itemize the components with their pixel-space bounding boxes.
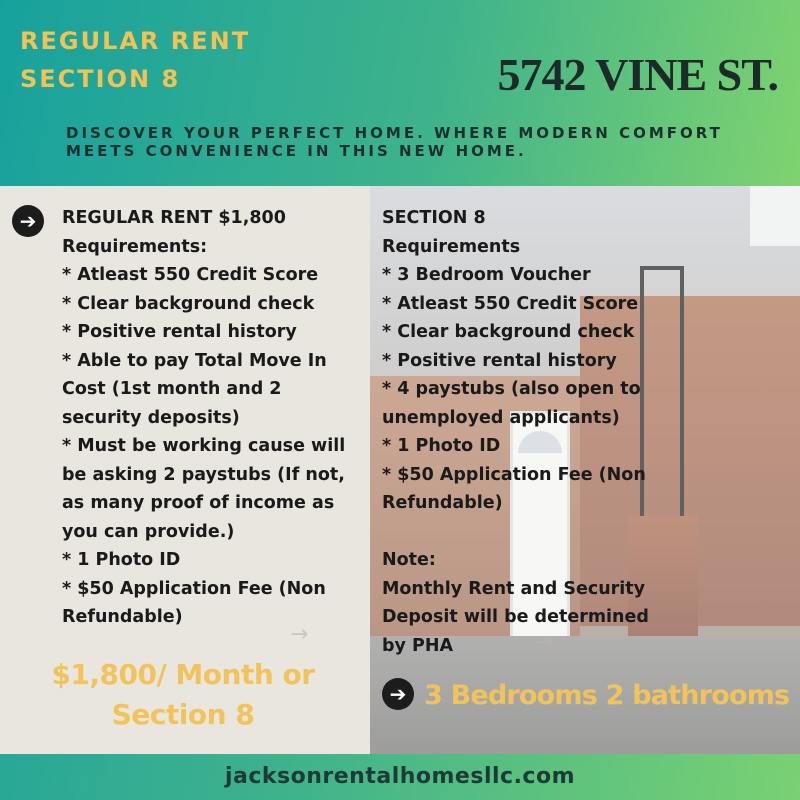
list-item: * Atleast 550 Credit Score xyxy=(62,265,319,285)
decorative-arrow-icon: → xyxy=(535,630,554,655)
list-item: * Positive rental history xyxy=(382,350,617,371)
list-item: * 3 Bedroom Voucher xyxy=(382,265,591,285)
requirements-label: Requirements: xyxy=(62,236,208,257)
decorative-arrow-icon: → xyxy=(290,622,309,647)
list-item: * $50 Application Fee (Non Refundable) xyxy=(382,464,646,513)
list-item: * Atleast 550 Credit Score xyxy=(382,293,639,314)
list-item: * Must be working cause will be asking 2 paystubs (If not, as many proof of income as you can provide.) xyxy=(62,436,346,542)
tagline: DISCOVER YOUR PERFECT HOME. WHERE MODERN COMFORT MEETS CONVENIENCE IN THIS NEW HOME. xyxy=(66,124,723,160)
rent-type-regular: REGULAR RENT xyxy=(20,27,251,55)
list-item: * 4 paystubs (also open to unemployed applicants) xyxy=(382,379,641,428)
website-link[interactable]: jacksonrentalhomesllc.com xyxy=(224,764,576,789)
note-text: Monthly Rent and Security Deposit will be determined by PHA xyxy=(382,578,649,656)
rent-type-section8: SECTION 8 xyxy=(20,65,181,93)
list-item: * Clear background check xyxy=(382,322,635,342)
section8-requirements xyxy=(382,204,662,660)
price-line-1: $1,800/ Month or xyxy=(51,658,315,691)
regular-rent-title: REGULAR RENT $1,800 xyxy=(62,208,286,228)
list-item: * Able to pay Total Move In Cost (1st month and 2 security deposits) xyxy=(62,350,327,428)
arrow-right-icon: ➔ xyxy=(382,678,414,710)
list-item: * 1 Photo ID xyxy=(382,436,501,456)
list-item: * Clear background check xyxy=(62,293,315,314)
regular-rent-requirements xyxy=(62,204,362,632)
property-address: 5742 VINE ST. xyxy=(497,49,778,100)
list-item: * $50 Application Fee (Non Refundable) xyxy=(62,578,326,627)
note-label: Note: xyxy=(382,550,436,570)
spacer xyxy=(382,518,662,547)
list-item: * 1 Photo ID xyxy=(62,550,181,570)
section8-title: SECTION 8 xyxy=(382,208,486,228)
rent-types xyxy=(20,22,250,98)
requirements-label: Requirements xyxy=(382,236,521,257)
price-line-2: Section 8 xyxy=(111,698,255,731)
list-item: * Positive rental history xyxy=(62,322,297,342)
price-callout xyxy=(18,655,348,735)
header-banner xyxy=(0,0,800,186)
bedrooms-bathrooms: 3 Bedrooms 2 bathrooms xyxy=(424,680,790,711)
arrow-right-icon: ➔ xyxy=(12,205,44,237)
